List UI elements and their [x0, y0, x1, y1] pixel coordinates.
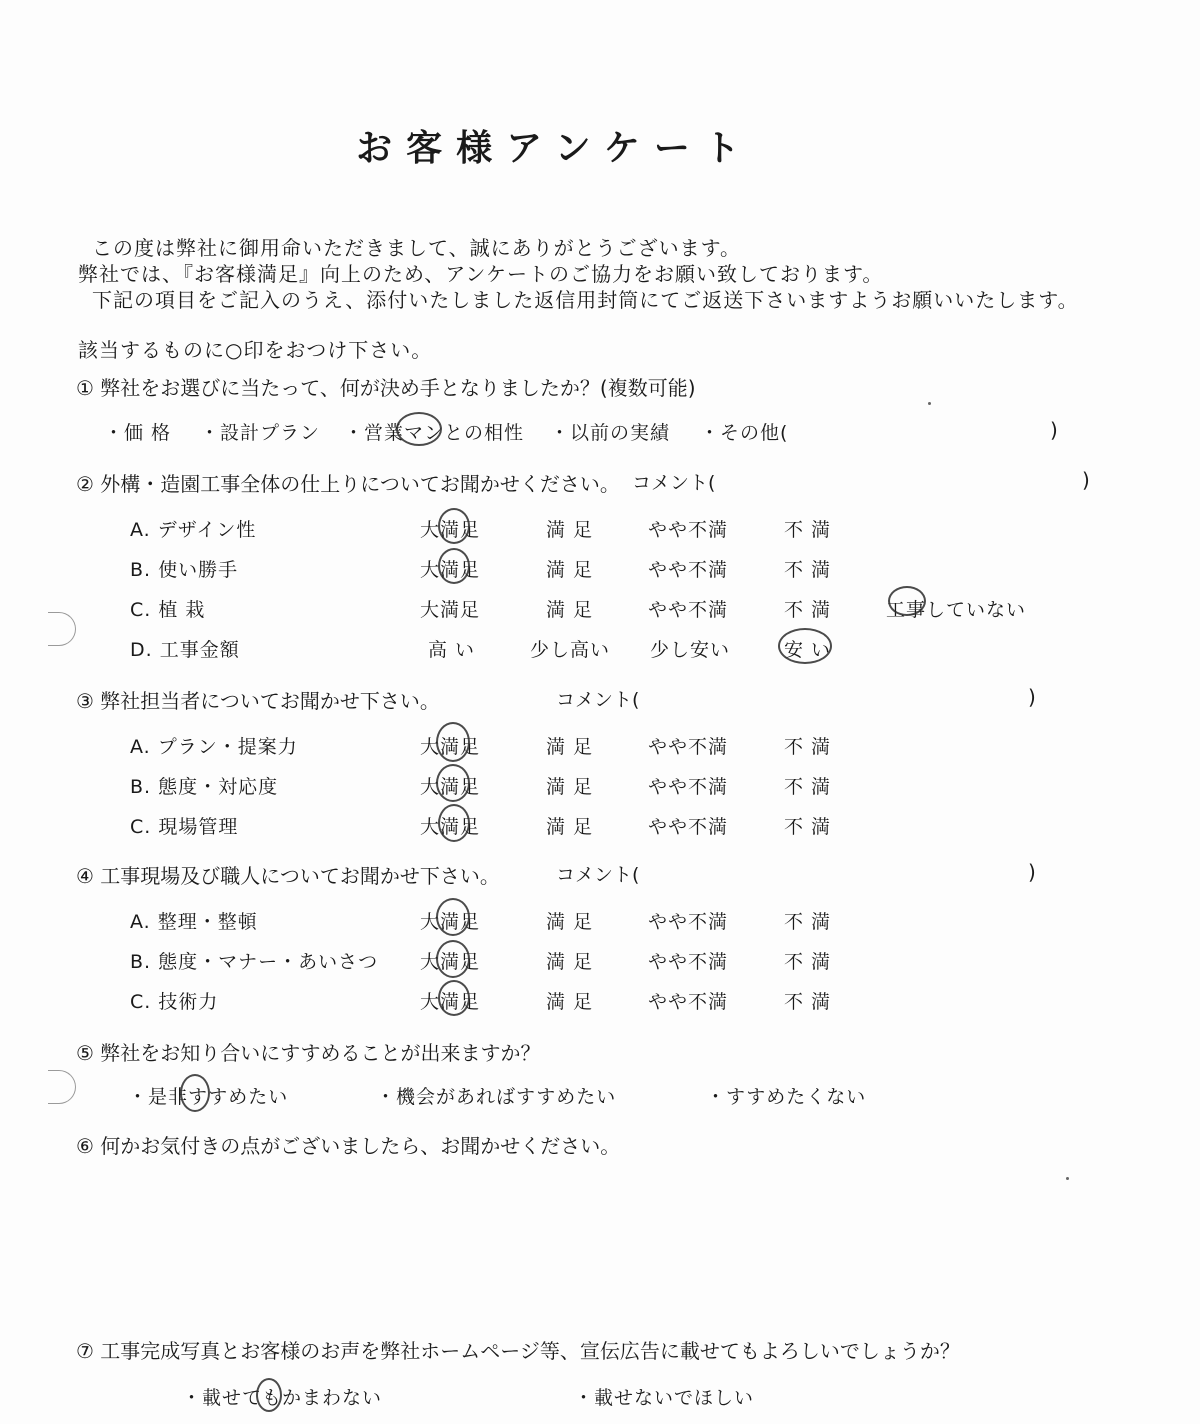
q1-option-design-plan[interactable]: ・設計プラン: [200, 422, 321, 444]
intro-line-1: この度は弊社に御用命いただきまして、誠にありがとうございます。: [92, 236, 741, 260]
q2-row-c-label: C. 植 栽: [130, 599, 206, 621]
q2-close-paren: ): [1082, 468, 1090, 492]
q2-row-c-no-work[interactable]: 工事していない: [886, 599, 1027, 621]
q3-row-b-somewhat-dissatisfied[interactable]: やや不満: [648, 776, 729, 798]
q2-row-b-very-satisfied[interactable]: 大満足: [420, 559, 481, 581]
q3-row-a-label: A. プラン・提案力: [130, 736, 298, 758]
q3-row-b-satisfied[interactable]: 満 足: [546, 776, 594, 798]
q4-row-a-dissatisfied[interactable]: 不 満: [784, 911, 832, 933]
handwritten-circle-mark: [396, 412, 442, 446]
question-3-label: ③ 弊社担当者についてお聞かせ下さい。: [76, 689, 440, 713]
handwritten-circle-mark: [438, 508, 470, 544]
question-2-label: ② 外構・造園工事全体の仕上りについてお聞かせください。: [76, 472, 620, 496]
scan-speck: [928, 402, 931, 405]
instruction-text: 該当するものに○印をおつけ下さい。: [78, 338, 433, 362]
q4-row-a-very-satisfied[interactable]: 大満足: [420, 911, 481, 933]
question-1-label: ① 弊社をお選びに当たって、何が決め手となりましたか？(複数可能): [76, 376, 696, 400]
q2-row-c-dissatisfied[interactable]: 不 満: [784, 599, 832, 621]
q3-row-c-label: C. 現場管理: [130, 816, 239, 838]
q1-option-price[interactable]: ・価 格: [104, 422, 172, 444]
handwritten-circle-mark: [436, 764, 470, 802]
q4-row-a-somewhat-dissatisfied[interactable]: やや不満: [648, 911, 729, 933]
question-5-label: ⑤ 弊社をお知り合いにすすめることが出来ますか？: [76, 1041, 541, 1065]
q7-option-may-publish[interactable]: ・載せてもかまわない: [182, 1387, 383, 1409]
q3-row-c-dissatisfied[interactable]: 不 満: [784, 816, 832, 838]
handwritten-circle-mark: [436, 722, 470, 762]
q3-row-a-very-satisfied[interactable]: 大満足: [420, 736, 481, 758]
q2-row-c-very-satisfied[interactable]: 大満足: [420, 599, 481, 621]
q3-row-a-dissatisfied[interactable]: 不 満: [784, 736, 832, 758]
q2-row-b-somewhat-dissatisfied[interactable]: やや不満: [648, 559, 729, 581]
q7-option-do-not-publish[interactable]: ・載せないでほしい: [574, 1387, 755, 1409]
q1-option-other[interactable]: ・その他(: [700, 422, 789, 444]
q1-option-past-record[interactable]: ・以前の実績: [550, 422, 671, 444]
q3-row-c-satisfied[interactable]: 満 足: [546, 816, 594, 838]
q2-row-a-satisfied[interactable]: 満 足: [546, 519, 594, 541]
q4-row-c-satisfied[interactable]: 満 足: [546, 991, 594, 1013]
q4-row-c-very-satisfied[interactable]: 大満足: [420, 991, 481, 1013]
q2-row-b-dissatisfied[interactable]: 不 満: [784, 559, 832, 581]
q6-answer-area[interactable]: [100, 1170, 1080, 1320]
handwritten-circle-mark: [436, 940, 470, 978]
binder-hole: [48, 1070, 76, 1104]
question-7-label: ⑦ 工事完成写真とお客様のお声を弊社ホームページ等、宣伝広告に載せてもよろしいでしょうか？: [76, 1339, 960, 1363]
q3-comment-label: コメント(: [556, 689, 640, 711]
q2-row-a-somewhat-dissatisfied[interactable]: やや不満: [648, 519, 729, 541]
q4-row-b-dissatisfied[interactable]: 不 満: [784, 951, 832, 973]
handwritten-circle-mark: [180, 1074, 210, 1112]
q2-comment-label: コメント(: [632, 472, 716, 494]
q2-row-d-label: D. 工事金額: [130, 639, 240, 661]
q4-row-c-dissatisfied[interactable]: 不 満: [784, 991, 832, 1013]
q1-option-sales-rapport[interactable]: ・営業マンとの相性: [344, 422, 525, 444]
question-4-label: ④ 工事現場及び職人についてお聞かせ下さい。: [76, 864, 500, 888]
q3-row-a-satisfied[interactable]: 満 足: [546, 736, 594, 758]
handwritten-circle-mark: [778, 628, 832, 664]
q1-close-paren: ): [1050, 418, 1058, 442]
q3-close-paren: ): [1028, 685, 1036, 709]
q4-row-c-label: C. 技術力: [130, 991, 219, 1013]
page-title: お客様アンケート: [356, 128, 754, 169]
q2-row-a-dissatisfied[interactable]: 不 満: [784, 519, 832, 541]
q2-row-d-expensive[interactable]: 高 い: [428, 639, 476, 661]
intro-line-2: 弊社では、『お客様満足』向上のため、アンケートのご協力をお願い致しております。: [78, 262, 884, 286]
q2-row-a-label: A. デザイン性: [130, 519, 257, 541]
handwritten-circle-mark: [438, 548, 470, 584]
q5-option-would-not[interactable]: ・すすめたくない: [706, 1086, 867, 1108]
q5-option-definitely[interactable]: ・是非すすめたい: [128, 1086, 289, 1108]
q2-row-a-very-satisfied[interactable]: 大満足: [420, 519, 481, 541]
q3-row-c-very-satisfied[interactable]: 大満足: [420, 816, 481, 838]
q4-row-b-satisfied[interactable]: 満 足: [546, 951, 594, 973]
q4-row-b-somewhat-dissatisfied[interactable]: やや不満: [648, 951, 729, 973]
intro-line-3: 下記の項目をご記入のうえ、添付いたしました返信用封筒にてご返送下さいますようお願いいたします。: [92, 288, 1079, 312]
handwritten-circle-mark: [436, 898, 470, 936]
handwritten-circle-mark: [438, 804, 470, 842]
q4-close-paren: ): [1028, 860, 1036, 884]
q2-row-d-slightly-cheap[interactable]: 少し安い: [650, 639, 731, 661]
q3-row-b-very-satisfied[interactable]: 大満足: [420, 776, 481, 798]
q4-row-b-very-satisfied[interactable]: 大満足: [420, 951, 481, 973]
q2-row-c-somewhat-dissatisfied[interactable]: やや不満: [648, 599, 729, 621]
question-6-label: ⑥ 何かお気付きの点がございましたら、お聞かせください。: [76, 1134, 621, 1158]
q5-option-if-chance[interactable]: ・機会があればすすめたい: [376, 1086, 617, 1108]
binder-hole: [48, 612, 76, 646]
q3-row-b-label: B. 態度・対応度: [130, 776, 279, 798]
q2-row-d-cheap[interactable]: 安 い: [784, 639, 832, 661]
q2-row-b-label: B. 使い勝手: [130, 559, 239, 581]
q3-row-a-somewhat-dissatisfied[interactable]: やや不満: [648, 736, 729, 758]
q3-row-b-dissatisfied[interactable]: 不 満: [784, 776, 832, 798]
q4-row-c-somewhat-dissatisfied[interactable]: やや不満: [648, 991, 729, 1013]
q4-comment-label: コメント(: [556, 864, 640, 886]
q3-row-c-somewhat-dissatisfied[interactable]: やや不満: [648, 816, 729, 838]
handwritten-circle-mark: [438, 980, 470, 1016]
handwritten-circle-mark: [888, 586, 926, 616]
q4-row-a-satisfied[interactable]: 満 足: [546, 911, 594, 933]
q2-row-d-slightly-expensive[interactable]: 少し高い: [530, 639, 611, 661]
q4-row-a-label: A. 整理・整頓: [130, 911, 258, 933]
handwritten-circle-mark: [256, 1378, 282, 1412]
q2-row-b-satisfied[interactable]: 満 足: [546, 559, 594, 581]
q4-row-b-label: B. 態度・マナー・あいさつ: [130, 951, 379, 973]
q2-row-c-satisfied[interactable]: 満 足: [546, 599, 594, 621]
